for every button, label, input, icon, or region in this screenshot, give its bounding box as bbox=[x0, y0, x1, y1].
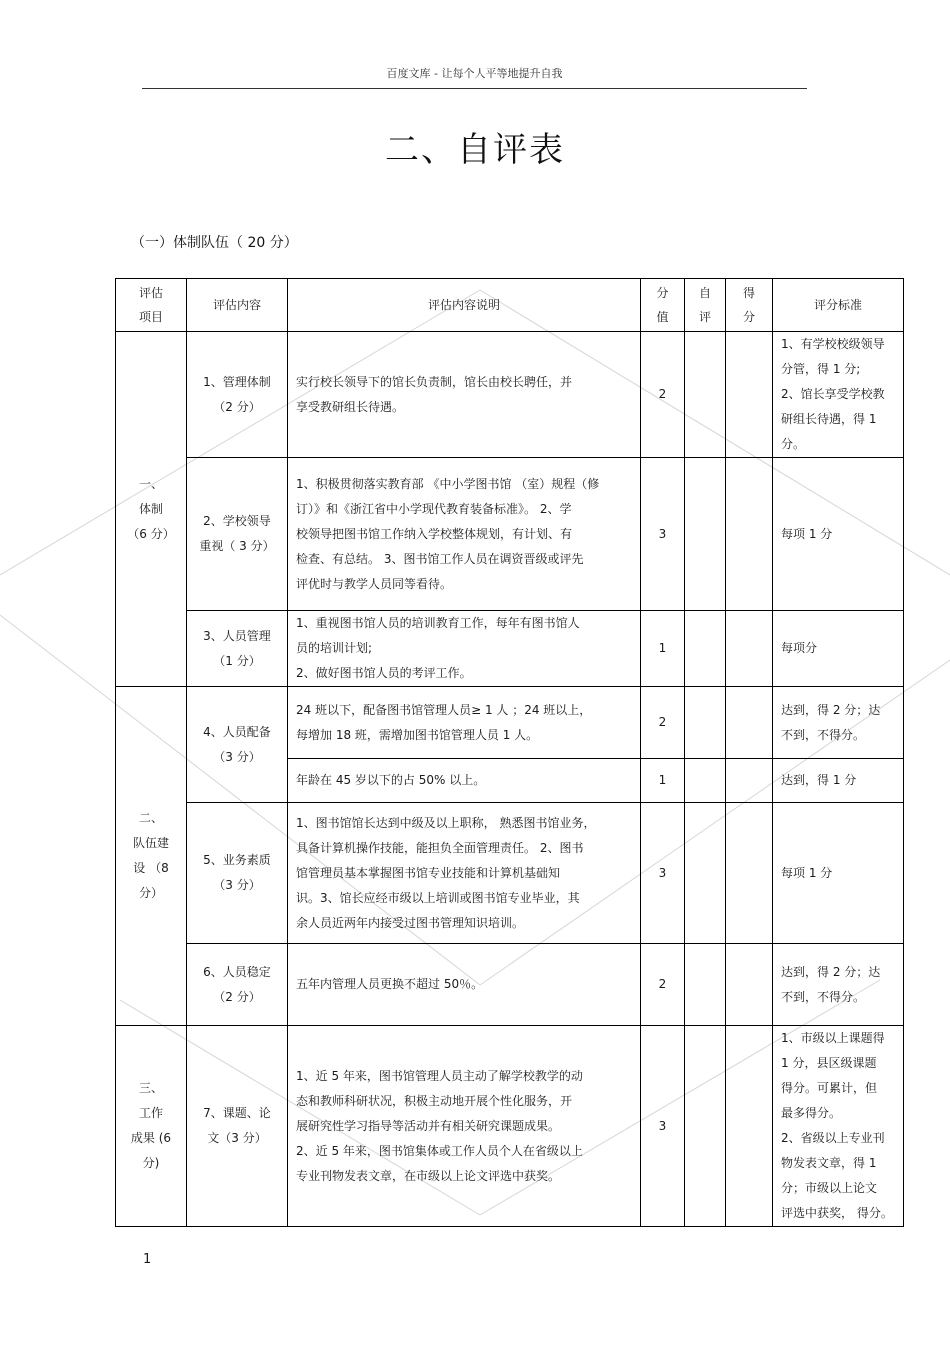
row-self-eval[interactable] bbox=[685, 687, 726, 759]
page-header: 百度文库 - 让每个人平等地提升自我 bbox=[142, 64, 807, 89]
table-row bbox=[116, 458, 904, 611]
header-content: 评估内容 bbox=[187, 279, 288, 332]
row-self-eval[interactable] bbox=[685, 803, 726, 944]
row-score: 3 bbox=[641, 458, 685, 611]
row-self-eval[interactable] bbox=[685, 458, 726, 611]
header-self-eval: 自 评 bbox=[685, 279, 726, 332]
row-got-score[interactable] bbox=[726, 1026, 773, 1227]
group-label: 一、 体制 （6 分） bbox=[116, 332, 187, 687]
page-number: 1 bbox=[143, 1252, 152, 1267]
row-self-eval[interactable] bbox=[685, 1026, 726, 1227]
row-content: 4、人员配备 （3 分） bbox=[187, 687, 288, 803]
row-standard: 1、市级以上课题得 1 分，县区级课题 得分。可累计，但 最多得分。 2、省级以上专业刊 物发表文章，得 1 分；市级以上论文 评选中获奖， 得分。 bbox=[773, 1026, 904, 1227]
group-label: 二、 队伍建 设 （8 分） bbox=[116, 687, 187, 1026]
row-self-eval[interactable] bbox=[685, 332, 726, 458]
header-got-score: 得 分 bbox=[726, 279, 773, 332]
row-self-eval[interactable] bbox=[685, 944, 726, 1026]
section-title: （一）体制队伍（ 20 分） bbox=[131, 235, 298, 251]
row-got-score[interactable] bbox=[726, 944, 773, 1026]
row-description: 年龄在 45 岁以下的占 50% 以上。 bbox=[288, 759, 641, 803]
header-item: 评估 项目 bbox=[116, 279, 187, 332]
table-row bbox=[116, 687, 904, 759]
row-got-score[interactable] bbox=[726, 687, 773, 759]
row-content: 7、课题、论 文（3 分） bbox=[187, 1026, 288, 1227]
row-content: 2、学校领导 重视（ 3 分） bbox=[187, 458, 288, 611]
header-description: 评估内容说明 bbox=[288, 279, 641, 332]
row-score: 2 bbox=[641, 687, 685, 759]
row-score: 1 bbox=[641, 759, 685, 803]
row-standard: 每项 1 分 bbox=[773, 458, 904, 611]
row-standard: 每项 1 分 bbox=[773, 803, 904, 944]
row-got-score[interactable] bbox=[726, 332, 773, 458]
row-score: 2 bbox=[641, 944, 685, 1026]
row-content: 6、人员稳定 （2 分） bbox=[187, 944, 288, 1026]
row-content: 3、人员管理 （1 分） bbox=[187, 611, 288, 687]
header-score: 分 值 bbox=[641, 279, 685, 332]
table-row bbox=[116, 1026, 904, 1227]
row-description: 1、图书馆馆长达到中级及以上职称， 熟悉图书馆业务， 具备计算机操作技能，能担负全面管理责任。 2、图书 馆管理员基本掌握图书馆专业技能和计算机基础知 识。3、馆长应经市级以上培训或图书馆专业毕业，其 余人员近两年内接受过图书管理知识培训。 bbox=[288, 803, 641, 944]
row-description: 24 班以下，配备图书馆管理人员≥ 1 人 ；24 班以上， 每增加 18 班，需增加图书馆管理人员 1 人。 bbox=[288, 687, 641, 759]
table-header-row bbox=[116, 279, 904, 332]
row-description: 1、积极贯彻落实教育部 《中小学图书馆 （室）规程（修 订）》和《浙江省中小学现代教育装备标准》。 2、学 校领导把图书馆工作纳入学校整体规划，有计划、有 检查、有总结。 3、图书馆工作人员在调资晋级或评先 评优时与教学人员同等看待。 bbox=[288, 458, 641, 611]
header-standard: 评分标准 bbox=[773, 279, 904, 332]
row-score: 1 bbox=[641, 611, 685, 687]
table-row bbox=[116, 611, 904, 687]
evaluation-table bbox=[115, 278, 904, 1227]
row-got-score[interactable] bbox=[726, 611, 773, 687]
row-description: 实行校长领导下的馆长负责制，馆长由校长聘任，并 享受教研组长待遇。 bbox=[288, 332, 641, 458]
table-row bbox=[116, 803, 904, 944]
row-content: 5、业务素质 （3 分） bbox=[187, 803, 288, 944]
row-score: 2 bbox=[641, 332, 685, 458]
row-got-score[interactable] bbox=[726, 458, 773, 611]
group-label: 三、 工作 成果 (6 分) bbox=[116, 1026, 187, 1227]
row-standard: 达到，得 1 分 bbox=[773, 759, 904, 803]
row-got-score[interactable] bbox=[726, 759, 773, 803]
row-description: 1、近 5 年来，图书馆管理人员主动了解学校教学的动 态和教师科研状况，积极主动地开展个性化服务，开 展研究性学习指导等活动并有相关研究课题成果。 2、近 5 年来，图书馆集体或工作人员个人在省级以上 专业刊物发表文章，在市级以上论文评选中获奖。 bbox=[288, 1026, 641, 1227]
row-score: 3 bbox=[641, 803, 685, 944]
row-self-eval[interactable] bbox=[685, 611, 726, 687]
row-description: 1、重视图书馆人员的培训教育工作，每年有图书馆人 员的培训计划; 2、做好图书馆人员的考评工作。 bbox=[288, 611, 641, 687]
row-got-score[interactable] bbox=[726, 803, 773, 944]
row-standard: 达到，得 2 分；达 不到，不得分。 bbox=[773, 944, 904, 1026]
row-standard: 达到，得 2 分；达 不到，不得分。 bbox=[773, 687, 904, 759]
row-content: 1、管理体制 （2 分） bbox=[187, 332, 288, 458]
page-title: 二、自评表 bbox=[385, 130, 565, 170]
row-standard: 1、有学校校级领导 分管，得 1 分; 2、馆长享受学校教 研组长待遇，得 1 分。 bbox=[773, 332, 904, 458]
table-row bbox=[116, 944, 904, 1026]
row-self-eval[interactable] bbox=[685, 759, 726, 803]
table-row bbox=[116, 332, 904, 458]
row-standard: 每项分 bbox=[773, 611, 904, 687]
row-score: 3 bbox=[641, 1026, 685, 1227]
row-description: 五年内管理人员更换不超过 50％。 bbox=[288, 944, 641, 1026]
